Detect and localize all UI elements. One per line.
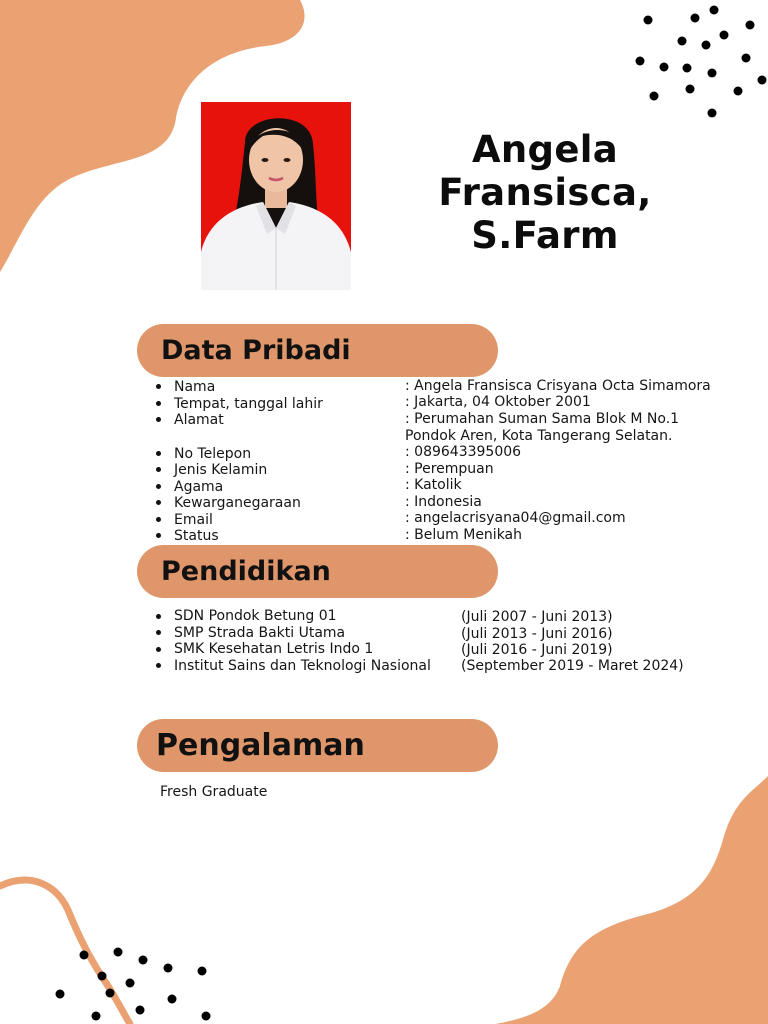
education-period: (Juli 2013 - Juni 2016) xyxy=(461,626,613,642)
bullet-icon xyxy=(156,467,161,472)
personal-value: : Jakarta, 04 Oktober 2001 xyxy=(405,394,591,410)
bottom-right-blob xyxy=(495,776,768,1024)
bullet-icon xyxy=(156,533,161,538)
name-line-1: Angela Fransisca, xyxy=(438,128,652,214)
bottom-left-curve xyxy=(0,880,130,1024)
bullet-icon xyxy=(156,647,161,652)
bullet-icon xyxy=(156,451,161,456)
education-period: (Juli 2007 - Juni 2013) xyxy=(461,609,613,625)
personal-value: : Indonesia xyxy=(405,494,482,510)
education-school: SDN Pondok Betung 01 xyxy=(174,608,337,624)
section-header-experience xyxy=(137,719,498,772)
personal-value-continued: Pondok Aren, Kota Tangerang Selatan. xyxy=(405,428,673,444)
section-header-education xyxy=(137,545,498,598)
bullet-icon xyxy=(156,614,161,619)
bottom-left-dots xyxy=(56,948,211,1021)
personal-label: No Telepon xyxy=(174,446,252,462)
experience-text: Fresh Graduate xyxy=(160,784,268,800)
personal-value: : Belum Menikah xyxy=(405,527,523,543)
personal-label: Jenis Kelamin xyxy=(174,462,268,478)
personal-value: : angelacrisyana04@gmail.com xyxy=(405,510,626,526)
education-school: SMP Strada Bakti Utama xyxy=(174,625,346,641)
bullet-icon xyxy=(156,484,161,489)
bullet-icon xyxy=(156,517,161,522)
profile-photo xyxy=(201,102,351,290)
personal-value: : Perumahan Suman Sama Blok M No.1 xyxy=(405,411,680,427)
education-school: Institut Sains dan Teknologi Nasional xyxy=(174,658,431,674)
personal-value: : Perempuan xyxy=(405,461,494,477)
education-period: (Juli 2016 - Juni 2019) xyxy=(461,642,613,658)
personal-label: Agama xyxy=(174,479,224,495)
top-right-dots xyxy=(636,6,767,118)
bullet-icon xyxy=(156,417,161,422)
personal-value: : Angela Fransisca Crisyana Octa Simamora xyxy=(405,378,711,394)
section-title-education: Pendidikan xyxy=(161,556,331,587)
section-title-experience: Pengalaman xyxy=(156,728,365,763)
bullet-icon xyxy=(156,630,161,635)
personal-label: Alamat xyxy=(174,412,224,428)
education-period: (September 2019 - Maret 2024) xyxy=(461,658,684,674)
section-header-personal xyxy=(137,324,498,377)
personal-value: : 089643395006 xyxy=(405,444,522,460)
education-school: SMK Kesehatan Letris Indo 1 xyxy=(174,641,374,657)
personal-label: Email xyxy=(174,512,213,528)
bullet-icon xyxy=(156,500,161,505)
personal-label: Status xyxy=(174,528,219,544)
bullet-icon xyxy=(156,384,161,389)
section-title-personal: Data Pribadi xyxy=(161,335,351,366)
personal-label: Kewarganegaraan xyxy=(174,495,301,511)
personal-label: Nama xyxy=(174,379,216,395)
name-line-2: S.Farm xyxy=(471,214,619,257)
bullet-icon xyxy=(156,401,161,406)
personal-value: : Katolik xyxy=(405,477,462,493)
bullet-icon xyxy=(156,663,161,668)
personal-label: Tempat, tanggal lahir xyxy=(174,396,323,412)
candidate-name xyxy=(360,128,730,257)
